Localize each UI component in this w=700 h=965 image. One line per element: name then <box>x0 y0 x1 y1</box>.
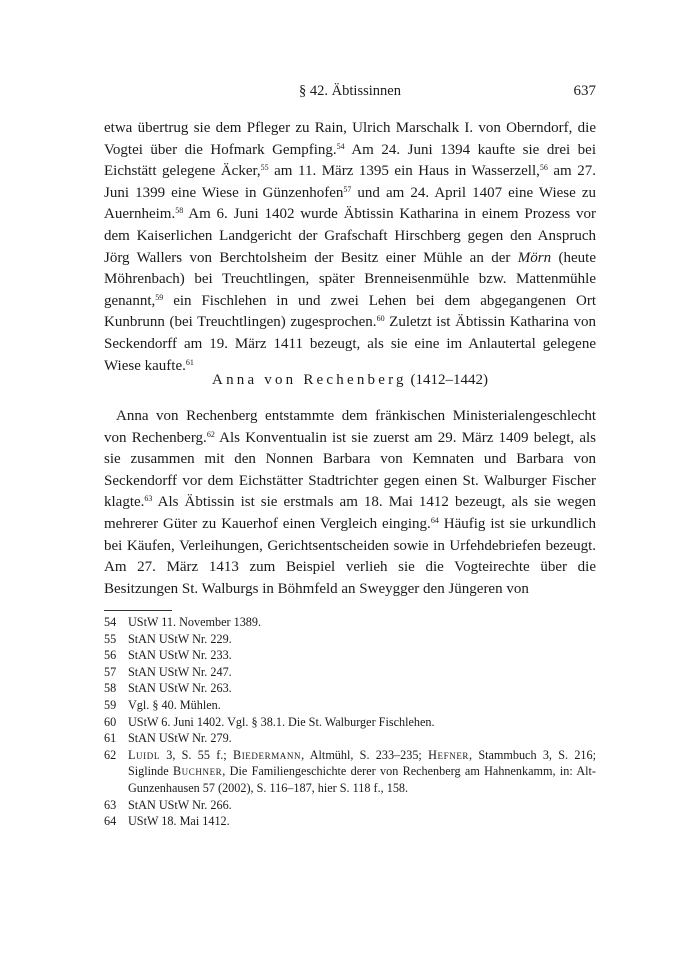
footnote-text <box>128 697 596 714</box>
footnote-item <box>104 747 596 797</box>
text-run: am 11. März 1395 ein Haus in Wasserzell, <box>268 163 540 180</box>
text-run: (heute Möhrenbach) bei Treuchtlingen, später Brenneisenmühle bzw. Mattenmühle genannt, <box>104 249 596 309</box>
footnote-item <box>104 631 596 648</box>
author-name: Hefner <box>428 747 470 762</box>
footnote-item <box>104 797 596 814</box>
text-run: Vgl. § 40. Mühlen. <box>128 697 221 712</box>
text-run: UStW 11. November 1389. <box>128 615 262 629</box>
footnote-text <box>128 813 596 830</box>
footnote-text <box>128 797 596 814</box>
author-name: Luidl <box>128 747 160 762</box>
text-run: 3, S. 55 f.; <box>159 747 233 762</box>
text-run: am 27. Juni 1399 eine Wiese in Günzenhofen <box>104 163 596 201</box>
footnote-number: 59 <box>104 697 117 712</box>
text-run: und am 24. April 1407 eine Wiese zu Auernheim. <box>104 184 596 223</box>
text-run: Als Äbtissin ist sie erstmals am 18. Mai 1412 bezeugt, als sie wegen mehrerer Güter zu Kauerhof einen Vergleich einging. <box>104 494 596 532</box>
footnote-number: 55 <box>104 631 117 646</box>
footnote-ref: 58 <box>175 206 184 216</box>
text-run: , Die Familiengeschichte derer von Rechenberg am Hahnenkamm, in: Alt-Gunzenhausen 57 (2002), S. 116–187, hier S. 118 f., 158. <box>128 764 596 795</box>
text-run: Als Konventualin ist sie zuerst am 29. März 1409 belegt, als sie zusammen mit den Nonnen Barbara von Kemnaten und Barbara von Seckendorff vor dem Eichstätter Stadtrichter gegen einen St. Walburger Fischer klagte. <box>104 429 596 511</box>
footnote-item <box>104 813 596 830</box>
page-header <box>104 83 596 103</box>
text-run: UStW 18. Mai 1412. <box>128 814 230 829</box>
footnote-number: 57 <box>104 664 117 679</box>
footnote-text <box>128 664 596 681</box>
text-run: StAN UStW Nr. 279. <box>128 731 232 746</box>
footnote-ref: 59 <box>155 292 164 302</box>
text-run: etwa übertrug sie dem Pfleger zu Rain, Ulrich Marschalk I. von Oberndorf, die Vogtei über die Hofmark Gempfing. <box>104 120 596 158</box>
text-run: StAN UStW Nr. 229. <box>128 631 232 646</box>
footnote-item <box>104 697 596 714</box>
footnote-text <box>128 680 596 697</box>
footnote-text <box>128 747 596 797</box>
section-heading-name: Anna von Rechenberg <box>212 372 407 388</box>
text-run: Am 6. Juni 1402 wurde Äbtissin Katharina in einem Prozess vor dem Kaiserlichen Landgericht der Grafschaft Hirschberg gegen den Anspruch Jörg Wallers von Berchtolsheim der Besitz einer Mühle an der <box>104 206 596 266</box>
footnote-number: 56 <box>104 648 117 663</box>
text-run: ein Fischlehen in und zwei Lehen bei dem abgegangenen Ort Kunbrunn (bei Treuchtlingen) zugesprochen. <box>104 292 596 331</box>
text-run: Zuletzt ist Äbtissin Katharina von Seckendorff am 19. März 1411 bezeugt, als sie eine im Anlautertal gelegene Wiese kaufte. <box>104 314 596 374</box>
footnote-ref: 60 <box>376 314 385 324</box>
footnote-ref: 64 <box>430 515 439 525</box>
text-run: StAN UStW Nr. 263. <box>128 681 232 696</box>
footnote-number: 58 <box>104 681 117 696</box>
footnote-text <box>128 647 596 664</box>
text-run: StAN UStW Nr. 247. <box>128 664 232 679</box>
footnote-ref: 56 <box>539 163 548 173</box>
footnote-item <box>104 664 596 681</box>
footnote-ref: 61 <box>185 357 194 367</box>
footnote-text <box>128 714 596 731</box>
footnote-divider <box>104 610 172 611</box>
text-run: StAN UStW Nr. 233. <box>128 648 232 663</box>
footnote-number: 54 <box>104 615 117 629</box>
footnote-number: 64 <box>104 814 117 829</box>
footnote-ref: 55 <box>260 163 269 173</box>
footnote-number: 60 <box>104 714 117 729</box>
author-name: Buchner <box>172 764 223 779</box>
body-paragraph-2 <box>104 406 596 600</box>
footnote-text <box>128 614 596 631</box>
footnote-number: 61 <box>104 731 117 746</box>
footnote-ref: 57 <box>343 184 352 194</box>
body-paragraph-1 <box>104 118 596 377</box>
footnote-text <box>128 631 596 648</box>
footnote-number: 63 <box>104 797 117 812</box>
author-name: Biedermann <box>232 747 302 762</box>
text-run: StAN UStW Nr. 266. <box>128 797 232 812</box>
footnote-item <box>104 647 596 664</box>
text-run: Häufig ist sie urkundlich bei Käufen, Verleihungen, Gerichtsentscheiden sowie in Urfehdebriefen bezeugt. Am 27. März 1413 zum Beispiel verlieh sie die Vogteirechte über die Besitzungen St. Walburgs in Böhmfeld an Sweygger den Jüngeren von <box>104 515 597 597</box>
footnote-ref: 63 <box>144 494 153 504</box>
footnote-ref: 54 <box>336 141 345 151</box>
text-run: , Stammbuch 3, S. 216; Siglinde <box>128 747 597 779</box>
text-run: Anna von Rechenberg entstammte dem fränkischen Ministerialengeschlecht von Rechenberg. <box>104 408 596 446</box>
section-heading-years: (1412–1442) <box>410 372 488 388</box>
footnote-text <box>128 730 596 747</box>
italic-text: Mörn <box>517 249 552 266</box>
text-run: UStW 6. Juni 1402. Vgl. § 38.1. Die St. Walburger Fischlehen. <box>128 714 435 729</box>
footnote-item <box>104 680 596 697</box>
text-run: , Altmühl, S. 233–235; <box>301 747 429 762</box>
running-head: § 42. Äbtissinnen <box>299 83 401 99</box>
footnote-item <box>104 730 596 747</box>
footnote-item <box>104 614 596 631</box>
footnotes <box>104 614 596 830</box>
section-heading <box>104 372 596 389</box>
footnote-item <box>104 714 596 731</box>
footnote-ref: 62 <box>206 429 215 439</box>
page-number: 637 <box>573 83 596 99</box>
footnote-number: 62 <box>104 747 117 762</box>
text-run: Am 24. Juni 1394 kaufte sie drei bei Eichstätt gelegene Äcker, <box>104 141 596 180</box>
